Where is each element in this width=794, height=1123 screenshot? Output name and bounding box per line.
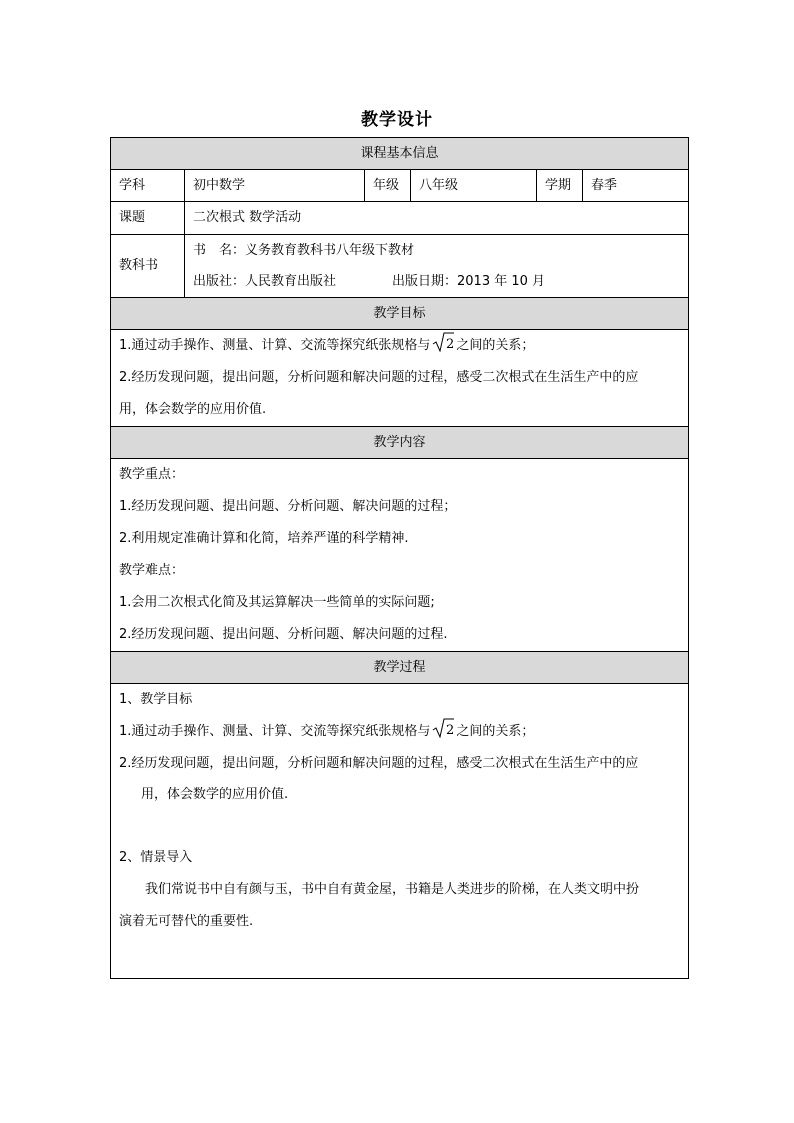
difficult-points-title: 教学难点： [119,563,185,578]
publish-date: 出版日期：2013 年 10 月 [392,274,546,289]
difficult-point-2: 2.经历发现问题、提出问题、分析问题、解决问题的过程. [119,627,448,642]
spacer [119,810,680,842]
process-objective-item-2-cont: 用，体会数学的应用价值. [141,787,289,802]
process-objective-item-2: 2.经历发现问题，提出问题，分析问题和解决问题的过程，感受二次根式在生活生产中的应 [119,756,639,771]
subject-value: 初中数学 [185,170,365,202]
sqrt-radicand: 2 [446,723,455,738]
document-title: 教学设计 [361,110,433,130]
section-header-label: 教学过程 [111,652,689,684]
row-process [111,684,689,979]
process-section-1-title: 1、教学目标 [119,692,193,707]
row-topic [111,202,689,235]
row-objectives [111,330,689,427]
spacer [119,938,680,970]
objectives-body [111,330,689,427]
sqrt-symbol [432,718,454,738]
row-content [111,459,689,652]
term-value: 春季 [583,170,689,202]
difficult-point-1: 1.会用二次根式化简及其运算解决一些简单的实际问题; [119,595,435,610]
publisher-line [193,266,680,297]
objective-1-text-b: 之间的关系； [456,338,535,353]
row-subject [111,170,689,202]
key-points-title: 教学重点： [119,467,185,482]
objective-item-2: 2.经历发现问题，提出问题，分析问题和解决问题的过程，感受二次根式在生活生产中的应 [119,370,639,385]
section-header-content [111,427,689,459]
process-objective-1-text-b: 之间的关系； [456,724,535,739]
textbook-label: 教科书 [111,235,185,298]
section-header-label: 课程基本信息 [111,138,689,170]
term-label: 学期 [537,170,583,202]
publisher: 出版社：人民教育出版社 [193,274,337,289]
process-objective-item-1 [119,716,680,748]
objective-item-2-cont: 用，体会数学的应用价值. [119,402,267,417]
topic-label: 课题 [111,202,185,235]
key-point-1: 1.经历发现问题、提出问题、分析问题、解决问题的过程； [119,499,457,514]
process-section-2-para-cont: 演着无可替代的重要性. [119,914,254,929]
process-section-2-title: 2、情景导入 [119,850,193,865]
grade-label: 年级 [365,170,411,202]
objective-1-text-a: 1.通过动手操作、测量、计算、交流等探究纸张规格与 [119,338,431,353]
content-body [111,459,689,652]
lesson-plan-table [110,137,689,979]
section-header-objectives [111,298,689,330]
textbook-info [185,235,689,298]
book-name: 书 名：义务教育教科书八年级下教材 [193,243,415,258]
section-header-basic-info [111,138,689,170]
section-header-process [111,652,689,684]
objective-item-1 [119,330,680,362]
subject-label: 学科 [111,170,185,202]
key-point-2: 2.利用规定准确计算和化简，培养严谨的科学精神. [119,531,409,546]
grade-value: 八年级 [411,170,537,202]
process-section-2-para: 我们常说书中自有颜与玉，书中自有黄金屋，书籍是人类进步的阶梯，在人类文明中扮 [145,882,640,897]
process-body [111,684,689,979]
sqrt-radicand: 2 [446,337,455,352]
section-header-label: 教学内容 [111,427,689,459]
row-textbook [111,235,689,298]
section-header-label: 教学目标 [111,298,689,330]
process-objective-1-text-a: 1.通过动手操作、测量、计算、交流等探究纸张规格与 [119,724,431,739]
sqrt-symbol [432,332,454,352]
topic-value: 二次根式 数学活动 [185,202,689,235]
